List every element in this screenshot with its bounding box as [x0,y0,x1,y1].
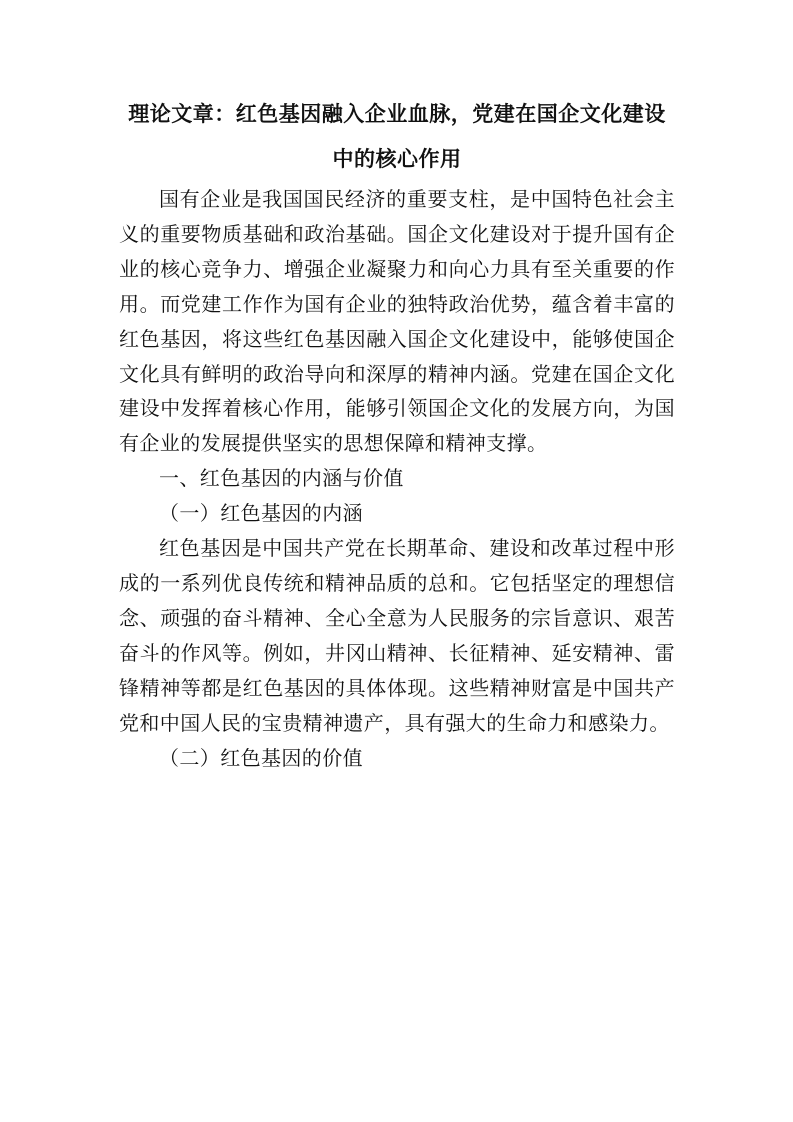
section-1-1-heading: （一）红色基因的内涵 [159,501,363,526]
intro-paragraph: 国有企业是我国国民经济的重要支柱，是中国特色社会主义的重要物质基础和政治基础。国企文化建设对于提升国有企业的核心竞争力、增强企业凝聚力和向心力具有至关重要的作用。而党建工作作为国有企业的独特政治优势，蕴含着丰富的红色基因，将这些红色基因融入国企文化建设中，能够使国企文化具有鲜明的政治导向和深厚的精神内涵。党建在国企文化建设中发挥着核心作用，能够引领国企文化的发展方向，为国有企业的发展提供坚实的思想保障和精神支撑。 [119,187,675,456]
document-title: 理论文章：红色基因融入企业血脉，党建在国企文化建设中的核心作用 [128,102,666,171]
section-1-1-paragraph: 红色基因是中国共产党在长期革命、建设和改革过程中形成的一系列优良传统和精神品质的总和。它包括坚定的理想信念、顽强的奋斗精神、全心全意为人民服务的宗旨意识、艰苦奋斗的作风等。例如，井冈山精神、长征精神、延安精神、雷锋精神等都是红色基因的具体体现。这些精神财富是中国共产党和中国人民的宝贵精神遗产，具有强大的生命力和感染力。 [119,536,675,735]
document-page [119,92,675,775]
section-1-2-heading: （二）红色基因的价值 [159,745,363,770]
section-1-heading: 一、红色基因的内涵与价值 [159,466,404,491]
